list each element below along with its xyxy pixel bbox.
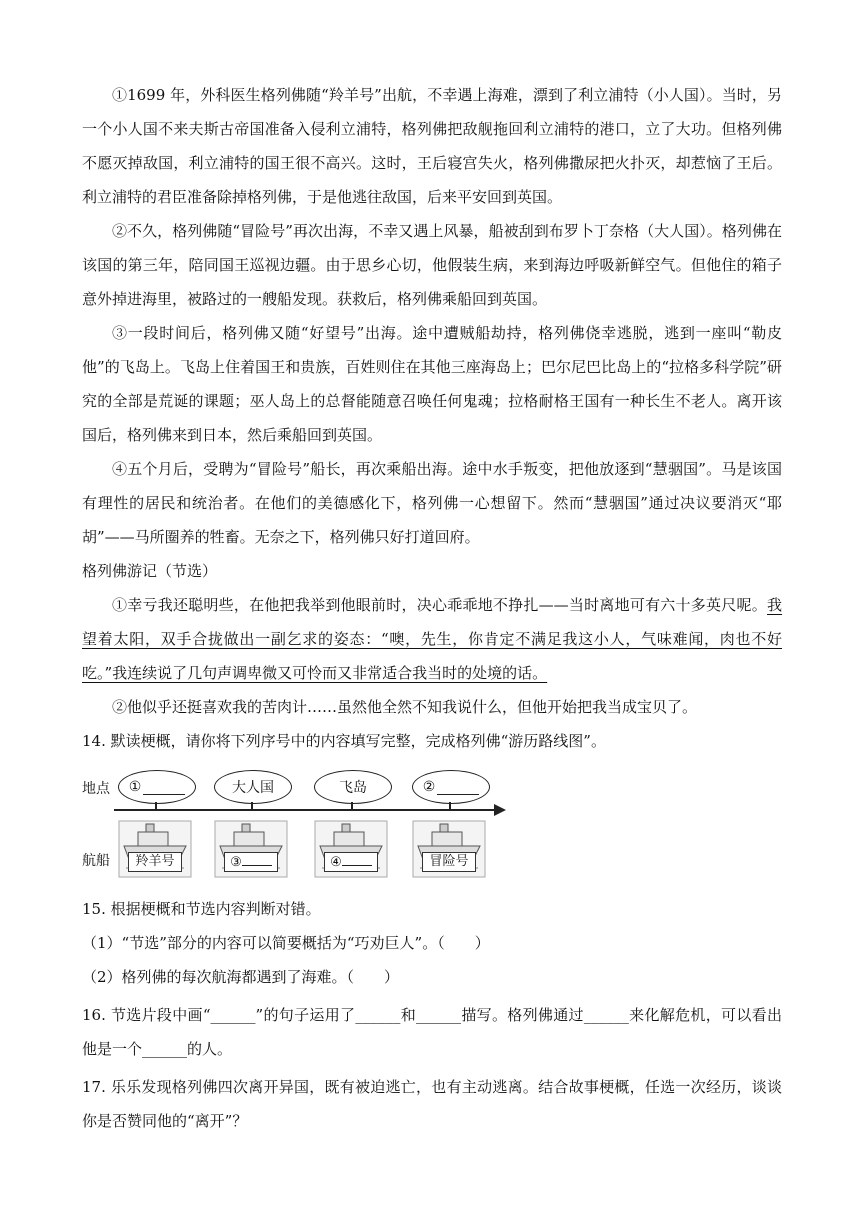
ship-icon [118, 820, 192, 878]
summary-paragraph-2: ②不久，格列佛随“冒险号”再次出海，不幸又遇上风暴，船被刮到布罗卜丁奈格（大人国）。格列佛在该国的第三年，陪同国王巡视边疆。由于思乡心切，他假装生病，来到海边呼吸新鲜空气。但他住的箱子意外掉进海里，被路过的一艘船发现。获救后，格列佛乘船回到英国。 [82, 222, 782, 308]
travel-route-map [82, 764, 512, 884]
ship-icon [214, 820, 288, 878]
place-bubble-2: 大人国 [214, 770, 292, 804]
ship-name-blank-3[interactable]: ③ [224, 852, 278, 872]
ship-row-label: 航船 [82, 853, 110, 869]
excerpt-paragraph-1 [82, 588, 782, 690]
summary-paragraph-3: ③一段时间后，格列佛又随“好望号”出海。途中遭贼船劫持，格列佛侥幸逃脱，逃到一座叫“勒皮他”的飞岛上。飞岛上住着国王和贵族，百姓则住在其他三座海岛上；巴尔尼巴比岛上的“拉格多科学院”研究的全部是荒诞的课题；巫人岛上的总督能随意召唤任何鬼魂；拉格耐格王国有一种长生不老人。离开该国后，格列佛来到日本，然后乘船回到英国。 [82, 324, 782, 444]
place-bubble-3: 飞岛 [314, 770, 392, 804]
answer-blank[interactable] [143, 780, 185, 795]
ship-icon [412, 820, 486, 878]
answer-blank[interactable] [437, 780, 479, 795]
question-15: 15. 根据梗概和节选内容判断对错。 [82, 900, 321, 918]
ship-name: 冒险号 [422, 852, 476, 872]
place-bubble-1[interactable]: ① [118, 770, 196, 804]
place-bubble-4[interactable]: ② [412, 770, 490, 804]
underlined-sentence: 我望着太阳，双手合拢做出一副乞求的姿态：“噢，先生，你肯定不满足我这小人，气味难闻，肉也不好吃。”我连续说了几句声调卑微又可怜而又非常适合我当时的处境的话。 [82, 596, 782, 682]
question-15-2: （2）格列佛的每次航海都遇到了海难。（ ） [82, 968, 400, 986]
question-15-1: （1）“节选”部分的内容可以简要概括为“巧劝巨人”。（ ） [82, 934, 490, 952]
question-17: 17. 乐乐发现格列佛四次离开异国，既有被迫逃亡，也有主动逃离。结合故事梗概，任选一次经历，谈谈你是否赞同他的“离开”？ [82, 1078, 782, 1130]
ship-icon [314, 820, 388, 878]
ship-name: 羚羊号 [128, 852, 182, 872]
question-14: 14. 默读梗概，请你将下列序号中的内容填写完整，完成格列佛“游历路线图”。 [82, 732, 606, 750]
excerpt-plain-text: ①幸亏我还聪明些，在他把我举到他眼前时，决心乖乖地不挣扎——当时离地可有六十多英尺呢。 [112, 596, 767, 614]
route-axis [114, 809, 498, 811]
question-16: 16. 节选片段中画“______”的句子运用了______和______描写。格列佛通过______来化解危机，可以看出他是一个______的人。 [82, 1006, 782, 1058]
summary-paragraph-4: ④五个月后，受聘为“冒险号”船长，再次乘船出海。途中水手叛变，把他放逐到“慧骃国”。马是该国有理性的居民和统治者。在他们的美德感化下，格列佛一心想留下。然而“慧骃国”通过决议要消灭“耶胡”——马所圈养的牲畜。无奈之下，格列佛只好打道回府。 [82, 460, 782, 546]
arrow-right-icon [494, 804, 506, 816]
place-row-label: 地点 [82, 781, 110, 797]
excerpt-paragraph-2: ②他似乎还挺喜欢我的苦肉计……虽然他全然不知我说什么，但他开始把我当成宝贝了。 [112, 698, 698, 716]
excerpt-title: 格列佛游记（节选） [82, 562, 218, 580]
exam-page [82, 78, 782, 1138]
summary-paragraph-1: ①1699 年，外科医生格列佛随“羚羊号”出航，不幸遇上海难，漂到了利立浦特（小人国）。当时，另一个小人国不来夫斯古帝国准备入侵利立浦特，格列佛把敌舰拖回利立浦特的港口，立了大功。但格列佛不愿灭掉敌国，利立浦特的国王很不高兴。这时，王后寝宫失火，格列佛撒尿把火扑灭，却惹恼了王后。利立浦特的君臣准备除掉格列佛，于是他逃往敌国，后来平安回到英国。 [82, 86, 782, 206]
ship-name-blank-4[interactable]: ④ [324, 852, 378, 872]
